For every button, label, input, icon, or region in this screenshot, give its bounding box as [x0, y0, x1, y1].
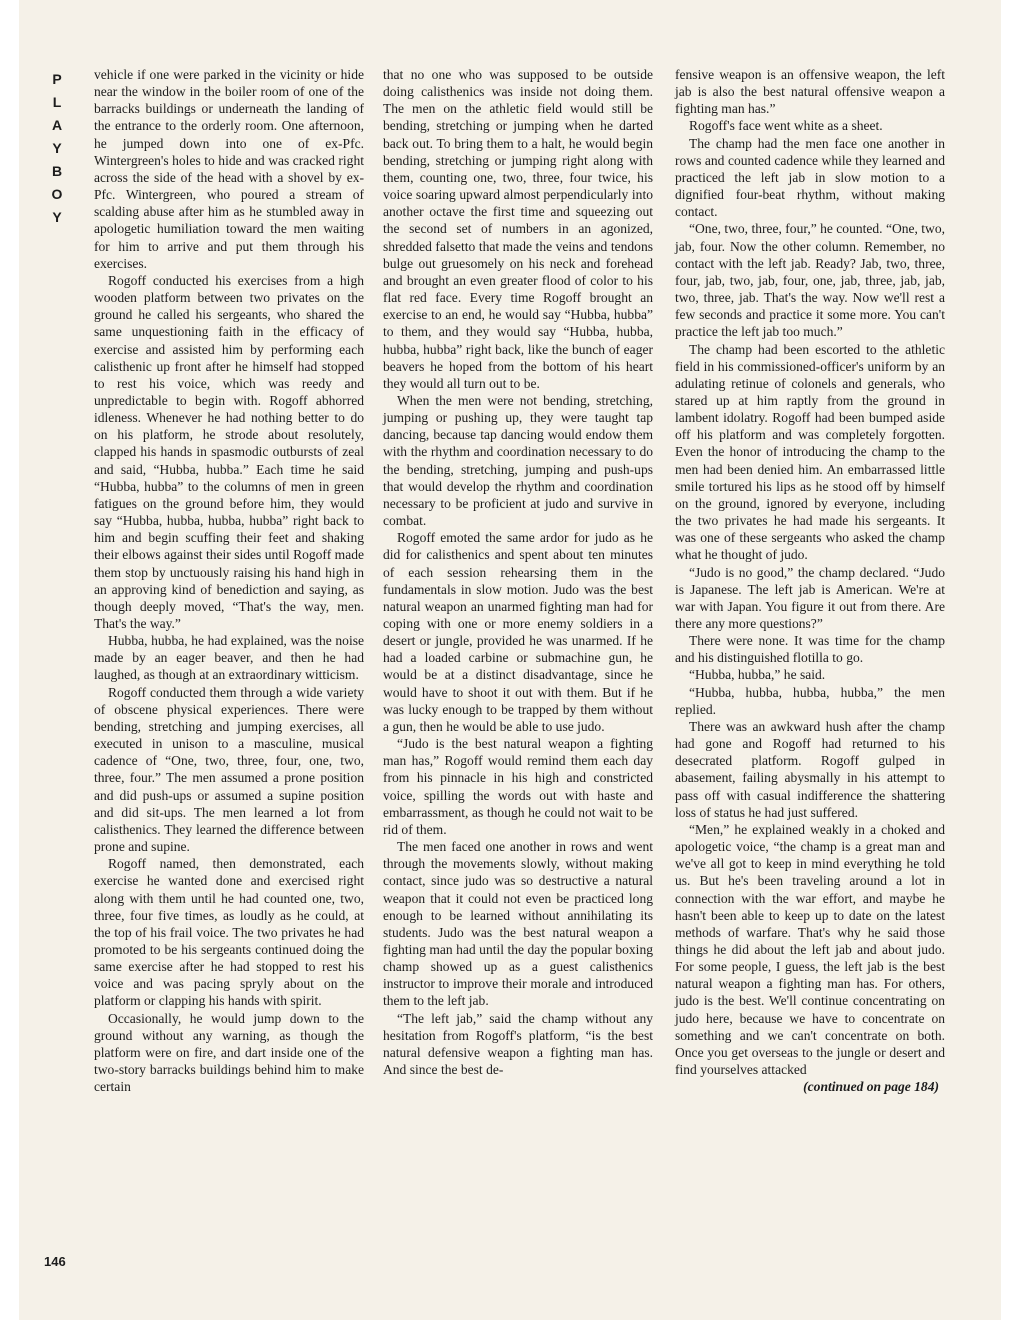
text-column-2 [383, 66, 653, 1078]
running-head [46, 68, 68, 229]
magazine-page [19, 0, 1001, 1320]
running-head-letter: Y [52, 140, 62, 156]
paragraph: Rogoff conducted them through a wide variety of obscene physical experiences. There were bending, stretching and jumping exercises, all executed in unison to a masculine, musical cadence of “One, two, three, four, one, two, three, four.” The men assumed a prone position and did push-ups or assumed a supine position and did sit-ups. The men learned a lot from calisthenics. They learned the difference between prone and supine. [94, 684, 364, 855]
paragraph: The men faced one another in rows and went through the movements slowly, without making contact, since judo was so destructive a natural weapon that it could not even be practiced long enough to be learned without annihilating its students. Judo was the best natural weapon a fighting man had until the day the popular boxing champ showed up as a guest calisthenics instructor to improve their morale and introduced them to the left jab. [383, 839, 653, 1009]
running-head-letter: A [51, 117, 63, 133]
paragraph: “Hubba, hubba, hubba, hubba,” the men replied. [675, 684, 945, 717]
paragraph: Rogoff emoted the same ardor for judo as he did for calisthenics and spent about ten minutes of each session rehearsing them in the fundamentals in slow motion. Judo was the best natural weapon an unarmed fighting man had for coping with one or more enemy soldiers in a desert or jungle, provided he was unarmed. If he had a loaded carbine or submachine gun, he would be at a distinct disadvantage, since he would have to shoot it out with them. But if he was lucky enough to be trapped by them without a gun, then he would be able to use judo. [383, 530, 653, 734]
paragraph: Hubba, hubba, he had explained, was the noise made by an eager beaver, and then he had laughed, as though at an extraordinary witticism. [94, 633, 364, 683]
paragraph: “One, two, three, four,” he counted. “One, two, jab, four. Now the other column. Remember, no contact with the left jab. Ready? Jab, two, three, four, jab, two, jab, four, one, jab, three, jab, jab, two, three, jab. That's the way. Now we'll rest a few seconds and practice it some more. You can't practice the left jab too much.” [675, 221, 946, 340]
running-head-letter: O [51, 186, 63, 202]
running-head-letter: L [52, 94, 62, 110]
paragraph: The champ had the men face one another in rows and counted cadence while they learned and practiced the left jab in slow motion to a dignified four-beat rhythm, without making contact. [675, 135, 945, 220]
running-head-letter: B [51, 163, 63, 179]
page-number: 146 [44, 1254, 66, 1269]
paragraph: Rogoff named, then demonstrated, each exercise he wanted done and exercised right along with them until he had counted one, two, three, four five times, as loudly as he could, at the top of his frail voice. The two privates he had promoted to be his sergeants continued doing the same exercise after he had stopped to rest his voice and was pacing spryly about on the platform or clapping his hands with spirit. [94, 856, 364, 1009]
paragraph: “Hubba, hubba,” he said. [689, 667, 826, 683]
paragraph: vehicle if one were parked in the vicinity or hide near the window in the boiler room of one of the barracks buildings or underneath the landing of the entrance to the orderly room. One afternoon, he jumped down into one of ex-Pfc. Wintergreen's holes to hide and was cracked right across the side of the head with a shovel by ex-Pfc. Wintergreen, who poured a stream of scalding abuse after him as he stumbled away in apologetic humiliation toward the men waiting for him to arrive and put them through his exercises. [94, 67, 364, 271]
paragraph: Rogoff's face went white as a sheet. [689, 118, 883, 134]
text-column-1 [94, 66, 364, 1095]
paragraph: There were none. It was time for the champ and his distinguished flotilla to go. [675, 633, 945, 666]
text-column-3 [675, 66, 945, 1095]
paragraph: “The left jab,” said the champ without any hesitation from Rogoff's platform, “is the best natural defensive weapon a fighting man has. And since the best de- [383, 1010, 653, 1078]
paragraph: “Men,” he explained weakly in a choked and apologetic voice, “the champ is a great man and we've all got to keep in mind everything he told us. But he's been traveling around a lot in connection with the war effort, and maybe he hasn't been able to keep up to date on the latest methods of warfare. That's why he said those things he did about the left jab and about judo. For some people, I guess, the left jab is the best natural weapon a fighting man has. For others, judo is the best. We'll continue concentrating on judo here, because we have to concentrate on something and we can't concentrate on both. Once you get overseas to the jungle or desert and find yourselves attacked [675, 821, 945, 1078]
paragraph: fensive weapon is an offensive weapon, the left jab is also the best natural offensive weapon a fighting man has.” [675, 67, 945, 117]
paragraph: “Judo is the best natural weapon a fighting man has,” Rogoff would remind them each day from his pinnacle in his high and constricted voice, spilling the words out with haste and embarrassment, as though he could not wait to be rid of them. [383, 736, 653, 837]
running-head-letter: P [52, 71, 62, 87]
paragraph: Rogoff conducted his exercises from a high wooden platform between two privates on the ground he called his sergeants, who shared the same unquestioning faith in the efficacy of exercise and assisted him by performing each calisthenic up front after he himself had stopped to rest his voice, which was reedy and unpredictable to begin with. Rogoff abhorred idleness. Whenever he had nothing better to do on his platform, he strode about resolutely, clapped his hands in spasmodic outbursts of zeal and said, “Hubba, hubba.” Each time he said “Hubba, hubba” to the columns of men in green fatigues on the ground before him, they would say “Hubba, hubba, hubba, hubba” right back to him and begin scuffing their feet and shaking their elbows against their sides until Rogoff made them stop by unctuously raising his hand high in an approving kind of benediction and saying, as though deeply moved, “That's the way, men. That's the way.” [94, 272, 364, 631]
paragraph: that no one who was supposed to be outside doing calisthenics was inside not doing them. The men on the athletic field would still be bending, stretching or jumping when he darted back out. To bring them to a halt, he would begin bending, stretching or jumping right along with them, counting one, two, three, four twice, his voice soaring upward almost perpendicularly into another octave the first time and squeezing out the second set of numbers in an agonized, shredded falsetto that made the veins and tendons bulge out gruesomely on his neck and forehead and brought an even greater flood of color to his flat red face. Every time Rogoff brought an exercise to an end, he would say “Hubba, hubba” to them, and they would say “Hubba, hubba, hubba, hubba” right back, like the bunch of eager beavers he hoped from the bottom of his heart they would all turn out to be. [383, 67, 653, 391]
paragraph: When the men were not bending, stretching, jumping or pushing up, they were taught tap dancing, because tap dancing would endow them with the rhythm and coordination necessary to do the bending, stretching, jumping and push-ups that would develop the rhythm and coordination necessary to be proficient at judo and survive in combat. [383, 392, 653, 529]
paragraph: The champ had been escorted to the athletic field in his commissioned-officer's uniform by an adulating retinue of colonels and generals, who stared up at him raptly from the ground in lambent idolatry. Rogoff had been bumped aside off his platform and was completely forgotten. Even the honor of introducing the champ to the men had been denied him. An embarrassed little smile tortured his lips as he stood off by himself on the ground, ignored by everyone, including the two privates he had made his sergeants. It was one of these sergeants who asked the champ what he thought of judo. [675, 341, 945, 563]
running-head-letter: Y [52, 209, 62, 225]
paragraph: There was an awkward hush after the champ had gone and Rogoff had returned to his desecrated platform. Rogoff gulped in abasement, failing abysmally in his attempt to pass off with casual indifference the shattering loss of status he had just suffered. [675, 718, 945, 820]
paragraph: Occasionally, he would jump down to the ground without any warning, as though the platform were on fire, and dart inside one of the two-story barracks buildings behind him to make certain [94, 1010, 364, 1095]
paragraph: “Judo is no good,” the champ declared. “Judo is Japanese. The left jab is American. We're at war with Japan. You figure it out from there. Are there any more questions?” [675, 564, 945, 631]
continued-line: (continued on page 184) [803, 1079, 939, 1095]
